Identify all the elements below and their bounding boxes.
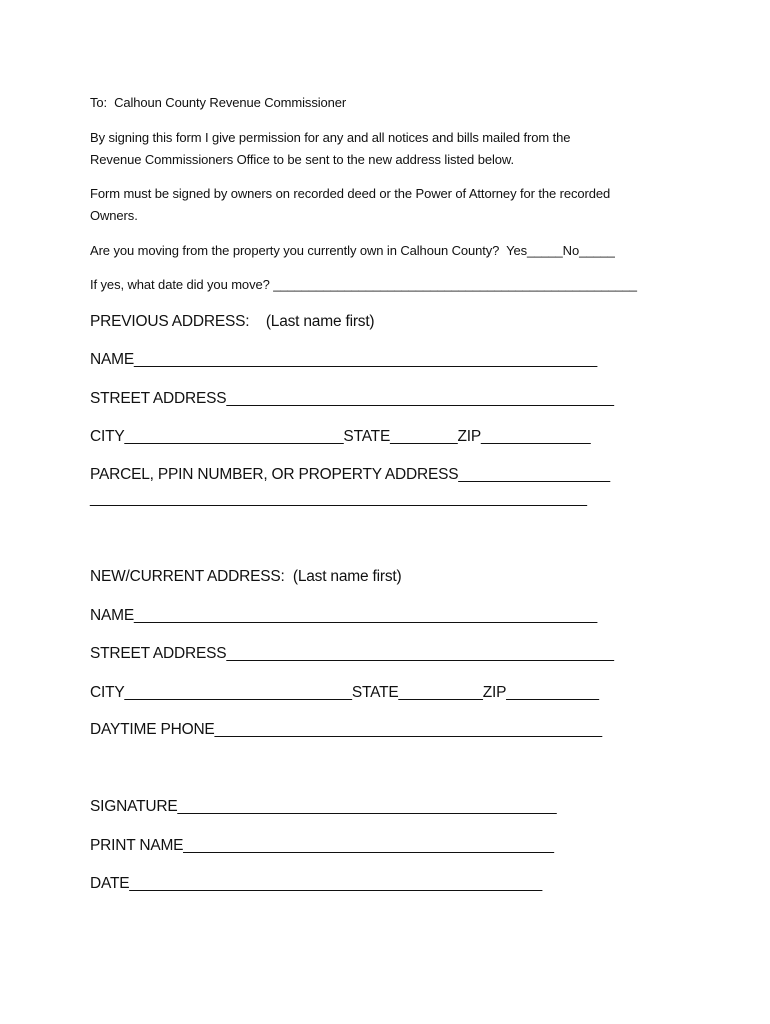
owners-text-line-1: Form must be signed by owners on recorded deed or the Power of Attorney for the recorded bbox=[90, 186, 611, 201]
print-name-field[interactable]: PRINT NAME____________________________________________ bbox=[90, 837, 554, 854]
previous-city-state-zip-field[interactable]: CITY__________________________STATE________ZIP_____________ bbox=[90, 428, 591, 445]
owners-text-line-2: Owners. bbox=[90, 208, 138, 223]
date-field[interactable]: DATE_________________________________________________ bbox=[90, 875, 542, 892]
permission-text-line-2: Revenue Commissioners Office to be sent to the new address listed below. bbox=[90, 152, 514, 167]
new-city-state-zip-field[interactable]: CITY___________________________STATE__________ZIP___________ bbox=[90, 684, 599, 701]
moving-question[interactable]: Are you moving from the property you currently own in Calhoun County? Yes_____No_____ bbox=[90, 243, 615, 258]
parcel-field-continued[interactable]: ___________________________________________________________ bbox=[90, 490, 587, 507]
daytime-phone-field[interactable]: DAYTIME PHONE______________________________________________ bbox=[90, 721, 602, 738]
parcel-field[interactable]: PARCEL, PPIN NUMBER, OR PROPERTY ADDRESS__________________ bbox=[90, 466, 610, 483]
move-date-field[interactable]: If yes, what date did you move? ___________________________________________________ bbox=[90, 277, 637, 292]
signature-field[interactable]: SIGNATURE_____________________________________________ bbox=[90, 798, 557, 815]
to-line: To: Calhoun County Revenue Commissioner bbox=[90, 95, 347, 110]
new-street-field[interactable]: STREET ADDRESS______________________________________________ bbox=[90, 645, 614, 662]
previous-address-heading: PREVIOUS ADDRESS: (Last name first) bbox=[90, 313, 375, 330]
permission-text-line-1: By signing this form I give permission for any and all notices and bills mailed from the bbox=[90, 130, 571, 145]
new-address-heading: NEW/CURRENT ADDRESS: (Last name first) bbox=[90, 568, 402, 585]
new-name-field[interactable]: NAME_______________________________________________________ bbox=[90, 607, 598, 624]
previous-street-field[interactable]: STREET ADDRESS______________________________________________ bbox=[90, 390, 614, 407]
previous-name-field[interactable]: NAME_______________________________________________________ bbox=[90, 351, 598, 368]
